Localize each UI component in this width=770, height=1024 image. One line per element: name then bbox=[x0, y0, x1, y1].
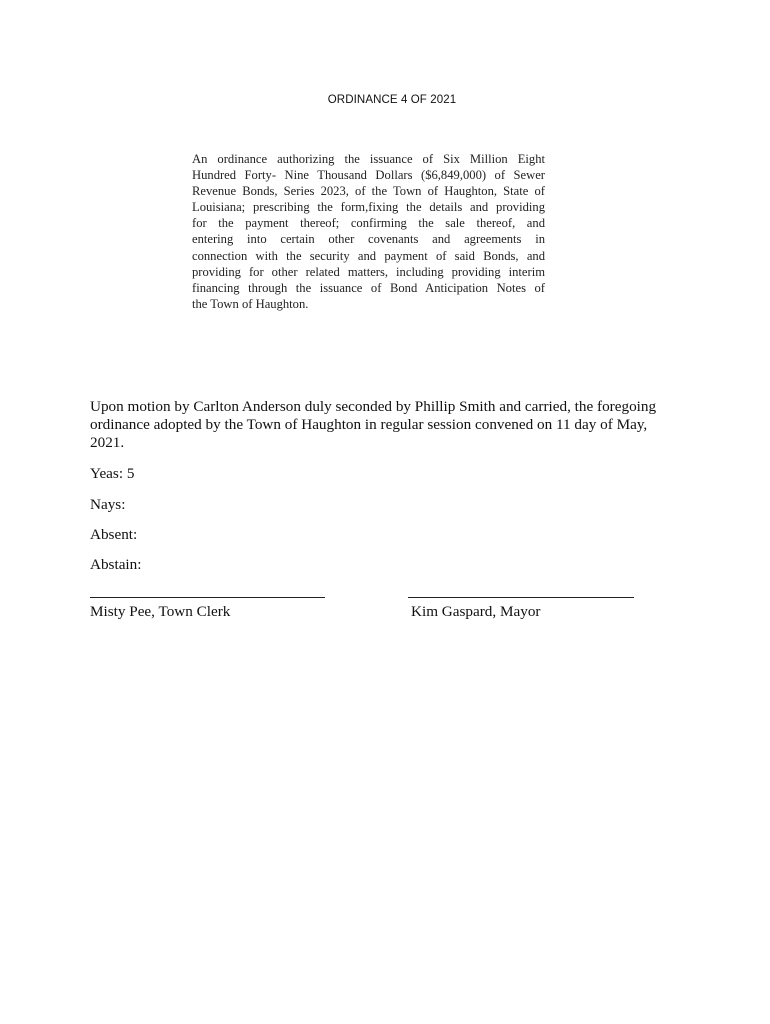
summary-line: Hundred Forty- Nine Thousand Dollars ($6,849,000) of Sewer bbox=[192, 168, 545, 183]
mayor-name: Kim Gaspard, Mayor bbox=[411, 603, 541, 620]
ordinance-summary bbox=[192, 151, 545, 312]
yeas-count: Yeas: 5 bbox=[90, 465, 135, 482]
absent-count: Absent: bbox=[90, 526, 138, 543]
summary-line: An ordinance authorizing the issuance of Six Million Eight bbox=[192, 152, 545, 166]
motion-paragraph bbox=[90, 398, 657, 452]
summary-line: for the payment thereof; confirming the sale thereof, and bbox=[192, 216, 545, 231]
motion-line: ordinance adopted by the Town of Haughton in regular session convened on 11 day of May, bbox=[90, 416, 648, 433]
summary-line: providing for other related matters, including providing interim bbox=[192, 264, 545, 279]
abstain-count: Abstain: bbox=[90, 556, 142, 573]
summary-line: connection with the security and payment of said Bonds, and bbox=[192, 248, 545, 263]
mayor-signature-line bbox=[408, 597, 634, 598]
motion-line: Upon motion by Carlton Anderson duly seconded by Phillip Smith and carried, the foregoing bbox=[90, 398, 657, 415]
ordinance-title: ORDINANCE 4 OF 2021 bbox=[327, 94, 457, 106]
motion-line: 2021. bbox=[90, 434, 125, 451]
summary-line: entering into certain other covenants and agreements in bbox=[192, 232, 545, 247]
summary-line: financing through the issuance of Bond Anticipation Notes of bbox=[192, 280, 545, 295]
nays-count: Nays: bbox=[90, 496, 126, 513]
summary-line: Louisiana; prescribing the form,fixing the details and providing bbox=[192, 200, 545, 215]
clerk-name: Misty Pee, Town Clerk bbox=[90, 603, 231, 620]
clerk-signature-line bbox=[90, 597, 325, 598]
summary-line: the Town of Haughton. bbox=[192, 296, 309, 311]
summary-line: Revenue Bonds, Series 2023, of the Town of Haughton, State of bbox=[192, 184, 545, 199]
